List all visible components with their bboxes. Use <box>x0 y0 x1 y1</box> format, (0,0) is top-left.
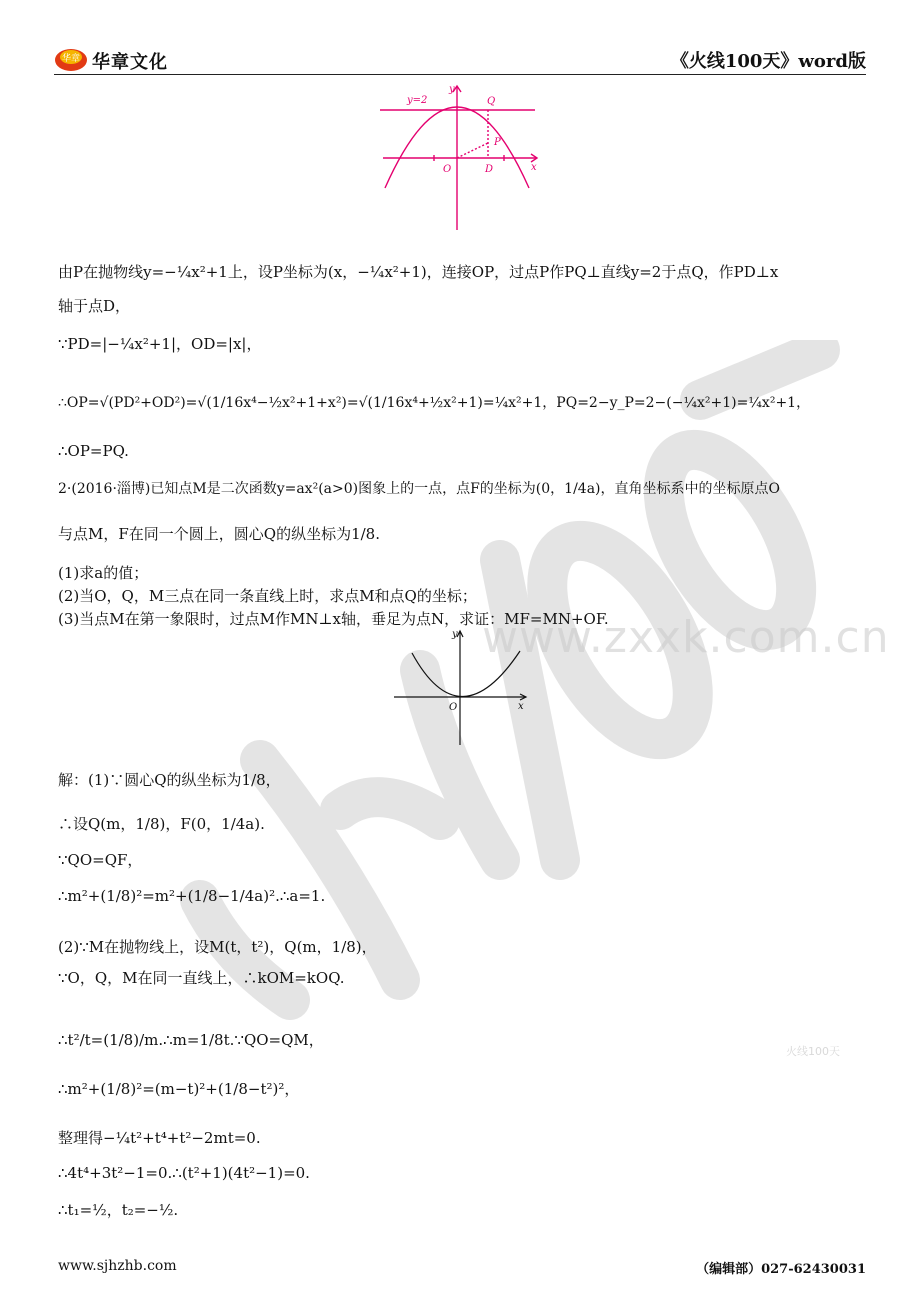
label-y: y <box>452 629 458 640</box>
problem-2-part-1: (1)求a的值； <box>58 564 149 582</box>
problem-2-stem-cont: 与点M，F在同一个圆上，圆心Q的纵坐标为1/8. <box>58 525 380 543</box>
solution-line-6: ∵O，Q，M在同一直线上，∴kOM=kOQ. <box>58 969 345 987</box>
text-line-4: ∴OP=√(PD²+OD²)=√(1/16x⁴−½x²+1+x²)=√(1/16x⁴+½x²+1)=¼x²+1，PQ=2−y_P=2−(−¼x²+1)=¼x²+1， <box>58 395 811 411</box>
solution-line-4: ∴m²+(1/8)²=m²+(1/8−1/4a)².∴a=1. <box>58 887 326 905</box>
parabola-curve <box>412 651 520 697</box>
logo-text: 华章 <box>61 54 81 64</box>
text-line-3: ∵PD=|−¼x²+1|，OD=|x|， <box>58 335 262 353</box>
footer-website-link[interactable]: www.sjhzhb.com <box>58 1258 177 1274</box>
label-x: x <box>531 162 537 173</box>
label-x: x <box>518 701 524 712</box>
dashed-OP <box>457 143 488 158</box>
solution-line-7: ∴t²/t=(1/8)/m.∴m=1/8t.∵QO=QM， <box>58 1031 324 1049</box>
label-Q: Q <box>487 96 496 107</box>
brand-name: 华章文化 <box>92 52 168 73</box>
label-D: D <box>485 164 494 175</box>
text-line-1: 由P在抛物线y=−¼x²+1上，设P坐标为(x，−¼x²+1)，连接OP，过点P作PQ⊥直线y=2于点Q，作PD⊥x <box>58 263 779 281</box>
solution-line-9: 整理得−¼t²+t⁴+t²−2mt=0. <box>58 1129 261 1147</box>
solution-line-1: 解：(1)∵圆心Q的纵坐标为1/8， <box>58 771 281 789</box>
solution-line-2: ∴设Q(m，1/8)，F(0，1/4a). <box>58 815 265 833</box>
label-P: P <box>494 137 501 148</box>
label-y2: y=2 <box>407 95 428 106</box>
label-O: O <box>449 702 458 713</box>
figure-parabola-down <box>375 80 545 235</box>
solution-line-10: ∴4t⁴+3t²−1=0.∴(t²+1)(4t²−1)=0. <box>58 1164 310 1182</box>
watermark-stamp-text: 火线100天 <box>786 1045 840 1058</box>
solution-line-3: ∵QO=QF， <box>58 851 143 869</box>
solution-line-5: (2)∵M在抛物线上，设M(t，t²)，Q(m，1/8)， <box>58 938 377 956</box>
book-title: 《火线100天》word版 <box>670 51 866 72</box>
text-line-5: ∴OP=PQ. <box>58 442 129 460</box>
brand-logo-icon <box>54 46 88 72</box>
problem-2-part-2: (2)当O，Q，M三点在同一条直线上时，求点M和点Q的坐标； <box>58 587 477 605</box>
footer-contact: （编辑部）027-62430031 <box>696 1262 866 1277</box>
solution-line-11: ∴t₁=½，t₂=−½. <box>58 1201 179 1219</box>
watermark-url: www.zxxk.com.cn <box>482 612 890 663</box>
label-y: y <box>449 84 455 95</box>
text-line-2: 轴于点D， <box>58 297 131 315</box>
page-header <box>54 44 866 75</box>
figure-parabola-up <box>390 625 530 747</box>
problem-2-part-3: (3)当点M在第一象限时，过点M作MN⊥x轴，垂足为点N，求证：MF=MN+OF. <box>58 610 609 628</box>
label-O: O <box>443 164 452 175</box>
problem-2-stem: 2·(2016·淄博)已知点M是二次函数y=ax²(a>0)图象上的一点，点F的坐标为(0，1/4a)，直角坐标系中的坐标原点O <box>58 481 780 497</box>
solution-line-8: ∴m²+(1/8)²=(m−t)²+(1/8−t²)²， <box>58 1080 300 1098</box>
